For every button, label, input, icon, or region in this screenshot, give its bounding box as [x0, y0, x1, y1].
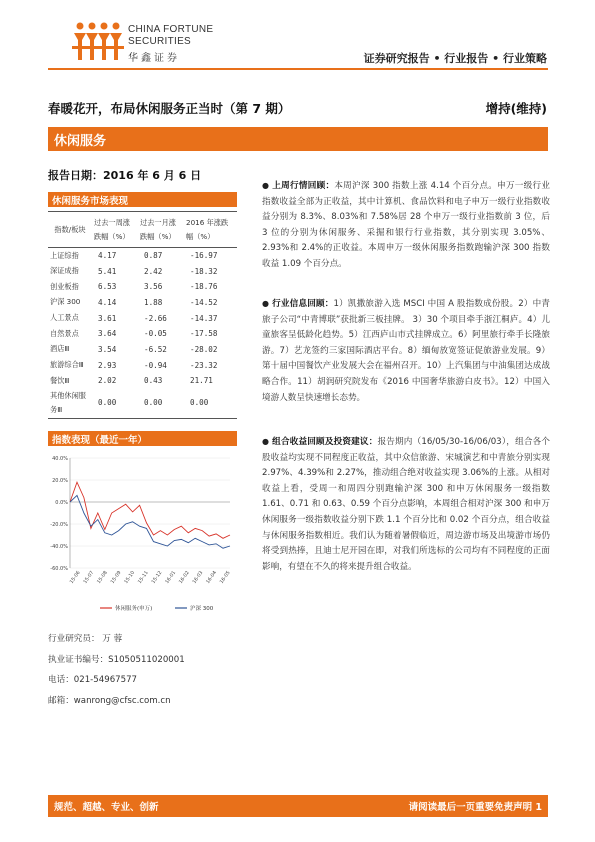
footer-bar — [48, 795, 548, 817]
ytd-change: -14.52 — [190, 297, 218, 307]
bullet-icon: ● — [262, 437, 270, 446]
ytd-change: -14.37 — [190, 313, 218, 323]
series-line — [70, 482, 230, 538]
week-change: 0.00 — [92, 389, 138, 419]
ytd-change: -23.32 — [190, 360, 218, 370]
month-change: -2.66 — [144, 313, 167, 323]
portfolio-heading: 组合收益回顾及投资建议： — [272, 437, 378, 447]
ytd-change: -17.58 — [190, 329, 218, 339]
company-logo — [72, 20, 124, 64]
table-row — [48, 342, 237, 358]
ytd-change: -18.32 — [190, 266, 218, 276]
table-row — [48, 310, 237, 326]
industry-news-text: 1）凯撒旅游入选 MSCI 中国 A 股指数成份股。2）中青旅子公司“中青博联”获批新三板挂牌。 3）30 个项目牵手浙江桐庐。4）儿童旅客呈低龄化趋势。5）江西庐山市式挂牌成立。6）阿里旅行牵手长隆旅游。7）艺龙签约三家国际酒店平台。8）缅甸放宽签证促旅游业发展。9）第十届中国餐饮产业发展大会在福州召开。10）上汽集团与中油集团达成战略合作。11）胡润研究院发布《2016 中国奢华旅游白皮书》。12）中国入境游人数呈快速增长态势。 — [262, 299, 550, 403]
x-tick-label: 15-07 — [83, 570, 96, 585]
market-review-text: 本周沪深 300 指数上涨 4.14 个百分点。申万一级行业指数收益全部为正收益，其中计算机、食品饮料和电子申万一级行业指数收益分别为 8.3%、8.03%和 7.58%居 28 个申万一级行业指数前 3 位，后 3 位的分别为休闲服务、采掘和银行行业指数，其分别实现 3.05%、2.93%和 2.4%的正收益。本周申万一级休闲服务指数跑输沪深 300 指数收益 1.09 个百分点。 — [262, 181, 550, 269]
week-change: 3.54 — [98, 344, 117, 354]
col-header: 过去一周涨跌幅（%） — [92, 212, 138, 248]
footer-slogan: 规范、超越、专业、创新 — [54, 802, 159, 813]
index-chart — [48, 452, 237, 617]
line-chart-svg — [48, 452, 237, 617]
row-name: 其他休闲服务Ⅲ — [48, 389, 92, 419]
row-name: 旅游综合Ⅲ — [50, 360, 84, 370]
week-change: 6.53 — [98, 282, 117, 292]
x-tick-label: 15-08 — [96, 570, 109, 585]
month-change: 2.42 — [144, 266, 163, 276]
week-change: 3.61 — [98, 313, 117, 323]
month-change: 0.43 — [144, 376, 163, 386]
bullet-icon: ● — [262, 299, 270, 308]
x-tick-label: 15-12 — [151, 570, 164, 585]
logo-text-line1: CHINA FORTUNE — [128, 24, 214, 35]
table-header-row — [48, 212, 237, 248]
ytd-change: -18.76 — [190, 282, 218, 292]
logo-text-line2: SECURITIES — [128, 36, 192, 47]
month-change: 0.87 — [144, 251, 163, 261]
table-row — [48, 326, 237, 342]
month-change: 3.56 — [144, 282, 163, 292]
analyst-name: 行业研究员： 万 蓉 — [48, 634, 123, 644]
portfolio-paragraph — [262, 434, 550, 575]
y-tick-label: -60.0% — [50, 566, 68, 572]
table-row — [48, 279, 237, 295]
table-row — [48, 295, 237, 311]
y-tick-label: 20.0% — [52, 478, 68, 484]
report-title: 春暖花开，布局休闲服务正当时（第 7 期） — [48, 101, 291, 116]
week-change: 4.17 — [98, 251, 117, 261]
industry-news-heading: 行业信息回顾： — [272, 299, 334, 309]
week-change: 4.14 — [98, 297, 117, 307]
x-tick-label: 15-06 — [69, 570, 82, 585]
y-tick-label: -20.0% — [50, 522, 68, 528]
portfolio-text: 报告期内（16/05/30-16/06/03），组合各个股收益均实现不同程度正收益，其中众信旅游、宋城演艺和中青旅分别实现 2.97%、4.39%和 2.27%，推动组合绝对收益实现 3.06%的上涨。从相对收益上看，受周一和周四分别跑输沪深 300 和申万休闲服务一级指数 1.61、0.71 和 0.63、0.59 个百分点影响，本周组合相对沪深 300 和申万休闲服务一级指数收益分别下跌 1.1 个百分比和 0.02 个百分点，组合收益与休闲服务指数相近。我们认为随着暑假临近，周边游市场及出境游市场仍将受到热捧，且迪士尼开园在即，对我们所选标的公司均有不同程度的正面影响，有望在不久的将来提升组合收益。 — [262, 437, 551, 572]
row-name: 自然景点 — [50, 328, 79, 338]
week-change: 3.64 — [98, 329, 117, 339]
footer-disclaimer-link[interactable]: 请阅读最后一页重要免责声明 1 — [408, 802, 542, 813]
x-tick-label: 15-09 — [110, 570, 123, 585]
market-review-heading: 上周行情回顾： — [272, 181, 335, 191]
col-header: 过去一月涨跌幅（%） — [138, 212, 184, 248]
col-header: 2016 年涨跌幅（%） — [184, 212, 237, 248]
analyst-cert: 执业证书编号：S1050511020001 — [48, 655, 185, 665]
x-tick-label: 16-04 — [205, 570, 219, 585]
chart-heading-label: 指数表现（最近一年） — [52, 435, 148, 446]
month-change: -6.52 — [144, 344, 167, 354]
table-row — [48, 263, 237, 279]
y-tick-label: 0.0% — [55, 500, 68, 506]
ytd-change: 21.71 — [190, 376, 213, 386]
y-tick-label: -40.0% — [50, 544, 68, 550]
x-tick-label: 16-05 — [219, 570, 232, 585]
table-row — [48, 248, 237, 264]
x-tick-label: 16-02 — [178, 570, 191, 585]
ytd-change: -16.97 — [190, 251, 218, 261]
perf-table — [48, 211, 237, 419]
rating: 增持(维持) — [485, 101, 547, 116]
month-change: -0.94 — [144, 360, 167, 370]
row-name: 酒店Ⅲ — [50, 344, 70, 354]
ytd-change: -28.02 — [190, 344, 218, 354]
chart-heading — [48, 431, 237, 446]
row-name: 餐饮Ⅲ — [50, 375, 70, 385]
report-type: 证券研究报告 • 行业报告 • 行业策略 — [363, 52, 547, 65]
sector-banner — [48, 127, 548, 151]
ytd-change: 0.00 — [184, 389, 237, 419]
market-review-paragraph — [262, 178, 550, 273]
row-name: 上证综指 — [50, 250, 79, 260]
month-change: -0.05 — [144, 329, 167, 339]
month-change: 1.88 — [144, 297, 163, 307]
header-divider — [48, 68, 548, 70]
week-change: 2.93 — [98, 360, 117, 370]
x-tick-label: 16-01 — [164, 570, 178, 585]
table-row — [48, 357, 237, 373]
perf-table-heading-label: 休闲服务市场表现 — [52, 196, 129, 207]
row-name: 人工景点 — [50, 313, 79, 323]
industry-news-paragraph — [262, 296, 550, 406]
row-name: 创业板指 — [50, 281, 79, 291]
week-change: 2.02 — [98, 376, 117, 386]
y-tick-label: 40.0% — [52, 456, 68, 462]
legend-label: 休闲服务(申万) — [115, 606, 153, 612]
col-header: 指数/板块 — [48, 212, 92, 248]
perf-table-heading — [48, 192, 237, 207]
x-tick-label: 16-03 — [192, 570, 205, 585]
row-name: 深证成指 — [50, 266, 79, 276]
row-name: 沪深 300 — [50, 297, 81, 307]
sector-label: 休闲服务 — [54, 134, 107, 149]
bullet-icon: ● — [262, 181, 270, 190]
table-row — [48, 389, 237, 419]
table-row — [48, 373, 237, 389]
report-date: 报告日期：2016 年 6 月 6 日 — [48, 169, 202, 182]
x-tick-label: 15-10 — [124, 570, 137, 585]
legend-label: 沪深 300 — [190, 606, 214, 612]
x-tick-label: 15-11 — [137, 570, 150, 585]
analyst-phone: 电话：021-54967577 — [48, 675, 138, 685]
month-change: 0.00 — [138, 389, 184, 419]
week-change: 5.41 — [98, 266, 117, 276]
analyst-email: 邮箱：wanrong@cfsc.com.cn — [48, 696, 171, 706]
logo-text-cn: 华鑫证券 — [128, 53, 180, 64]
